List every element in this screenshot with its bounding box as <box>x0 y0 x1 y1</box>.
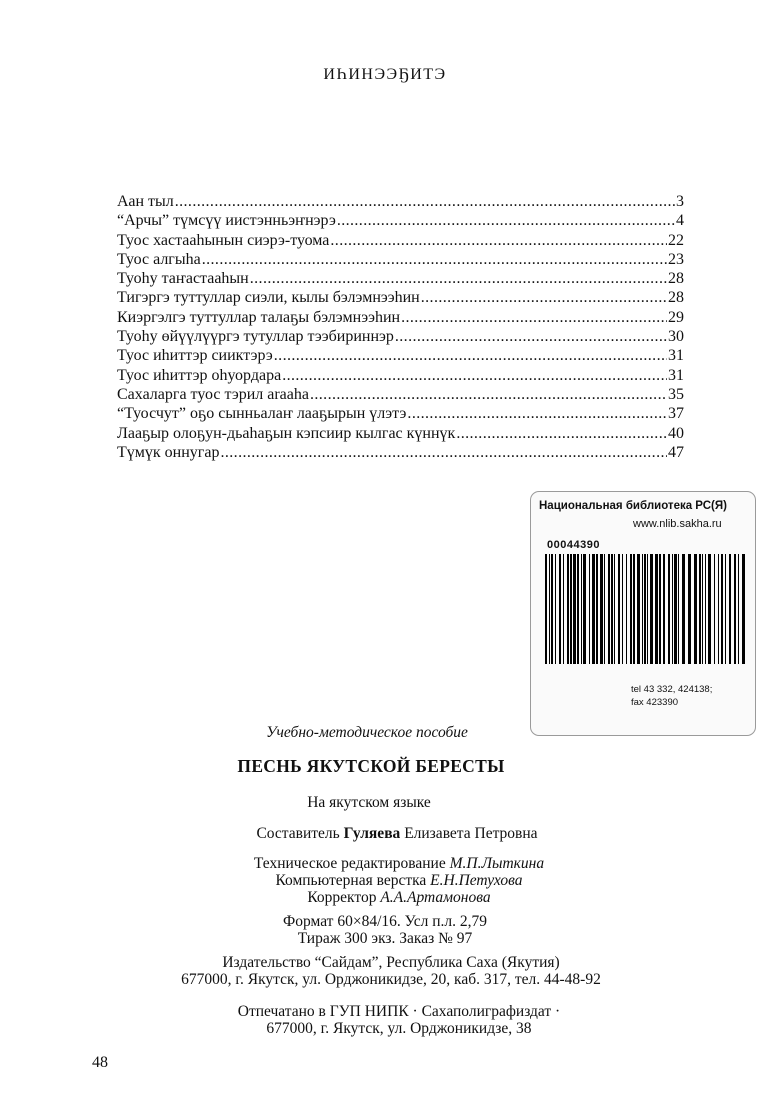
toc-entry-title: Туос иһиттэр сииктэрэ <box>117 347 273 365</box>
toc-leader-dots <box>202 250 667 269</box>
toc-leader-dots <box>330 231 667 250</box>
layout-line <box>14 872 770 889</box>
toc-entry <box>117 288 684 307</box>
tech-editor-label: Техническое редактирование <box>253 855 446 872</box>
toc-entry <box>117 211 684 230</box>
toc-leader-dots <box>250 269 667 288</box>
toc-entry-page: 30 <box>668 328 684 346</box>
toc-entry-title: Түмүк оннугар <box>117 443 220 461</box>
page-number: 48 <box>92 1054 108 1071</box>
toc-entry-page: 28 <box>668 289 684 307</box>
toc-entry-title: Лааҕыр олоҕун-дьаһаҕын кэпсиир кылгас күннүк <box>117 424 456 442</box>
toc-entry <box>117 327 684 346</box>
toc-entry-title: Киэргэлгэ туттуллар талаҕы бэлэмнээһин <box>117 308 401 326</box>
toc-entry <box>117 424 684 443</box>
toc-entry-page: 35 <box>668 385 684 403</box>
toc-entry <box>117 385 684 404</box>
publisher-line: Издательство “Сайдам”, Республика Саха (Якутия) <box>222 954 560 971</box>
library-fax: fax 423390 <box>631 697 679 708</box>
toc-entry-page: 31 <box>668 347 684 365</box>
toc-leader-dots <box>401 308 667 327</box>
library-tel: tel 43 332, 424138; <box>631 684 713 695</box>
toc-leader-dots <box>456 424 667 443</box>
toc-leader-dots <box>407 404 667 423</box>
proofreader-name: А.А.Артамонова <box>380 889 491 906</box>
toc-leader-dots <box>282 366 667 385</box>
toc-heading: ИҺИНЭЭҔИТЭ <box>323 66 447 83</box>
compiler-label: Составитель <box>256 825 340 842</box>
toc-entry-page: 40 <box>668 424 684 442</box>
toc-leader-dots <box>175 192 675 211</box>
toc-entry-title: Сахаларга туос тэрил araaһа <box>117 385 309 403</box>
toc-entry <box>117 250 684 269</box>
toc-entry-title: “Арчы” түмсүү иистэнньэҥнэрэ <box>117 212 336 230</box>
library-sticker <box>530 491 756 736</box>
toc-entry-page: 37 <box>668 405 684 423</box>
toc-leader-dots <box>395 327 667 346</box>
proofreader-line <box>14 889 770 906</box>
format-line: Формат 60×84/16. Усл п.л. 2,79 <box>282 913 488 930</box>
layout-label: Компьютерная верстка <box>275 872 427 889</box>
proofreader-label: Корректор <box>307 889 377 906</box>
publisher-block <box>6 954 770 988</box>
toc-entry <box>117 231 684 250</box>
printer-address: 677000, г. Якутск, ул. Орджоникидзе, 38 <box>266 1020 532 1037</box>
library-name: Национальная библиотека РС(Я) <box>539 500 727 512</box>
compiler-given: Елизавета Петровна <box>404 825 538 842</box>
toc-entry-title: Аан тыл <box>117 193 174 210</box>
toc-entry-title: Тигэргэ туттуллар сиэли, кылы бэлэмнээһин <box>117 289 420 307</box>
barcode-icon <box>545 554 745 664</box>
publisher-address: 677000, г. Якутск, ул. Орджоникидзе, 20, каб. 317, тел. 44-48-92 <box>181 971 601 988</box>
book-subtitle: Учебно-методическое пособие <box>266 724 468 741</box>
book-language: На якутском языке <box>307 794 431 811</box>
toc-entry-title: Туоһу таҥастааһын <box>117 270 249 288</box>
toc-entry-page: 29 <box>668 308 684 326</box>
printer-block <box>14 1003 770 1037</box>
printer-line: Отпечатано в ГУП НИПК · Сахаполиграфиздат · <box>237 1003 561 1020</box>
compiler-line <box>12 825 770 842</box>
toc-entry <box>117 366 684 385</box>
toc-entry-page: 47 <box>668 443 684 461</box>
book-title: ПЕСНЬ ЯКУТСКОЙ БЕРЕСТЫ <box>237 756 505 776</box>
tech-editor-line <box>14 855 770 872</box>
toc-leader-dots <box>274 346 667 365</box>
layout-name: Е.Н.Петухова <box>430 872 523 889</box>
toc-entry <box>117 269 684 288</box>
toc-leader-dots <box>310 385 667 404</box>
tech-editor-name: М.П.Лыткина <box>449 855 545 872</box>
print-run-line: Тираж 300 экз. Заказ № 97 <box>297 930 473 947</box>
toc-leader-dots <box>337 211 675 230</box>
toc-entry <box>117 308 684 327</box>
toc-entry-title: “Туосчут” оҕо сынньалаҥ лааҕырын үлэтэ <box>117 405 407 423</box>
toc-entry-title: Туос хастааһынын сиэрэ-туома <box>117 231 330 249</box>
toc-entry <box>117 192 684 211</box>
toc-entry-title: Туос иһиттэр оһуордара <box>117 366 282 384</box>
library-url: www.nlib.sakha.ru <box>633 518 722 530</box>
toc-leader-dots <box>421 288 667 307</box>
format-block <box>0 913 770 947</box>
toc-entry-page: 4 <box>676 212 684 230</box>
toc-entry-page: 28 <box>668 270 684 288</box>
toc-entry-title: Туоһу өйүүлүүргэ тутуллар тээбириннэр <box>117 328 394 346</box>
toc-entry-page: 23 <box>668 250 684 268</box>
toc-entry <box>117 404 684 423</box>
table-of-contents <box>117 192 684 462</box>
toc-entry-page: 3 <box>676 193 684 210</box>
toc-entry <box>117 443 684 462</box>
toc-entry <box>117 346 684 365</box>
toc-leader-dots <box>220 443 667 462</box>
inventory-number: 00044390 <box>547 539 600 551</box>
toc-entry-page: 31 <box>668 366 684 384</box>
credits-block <box>14 855 770 906</box>
toc-entry-page: 22 <box>668 231 684 249</box>
compiler-surname: Гуляева <box>343 825 401 842</box>
toc-entry-title: Туос алгыһа <box>117 250 201 268</box>
